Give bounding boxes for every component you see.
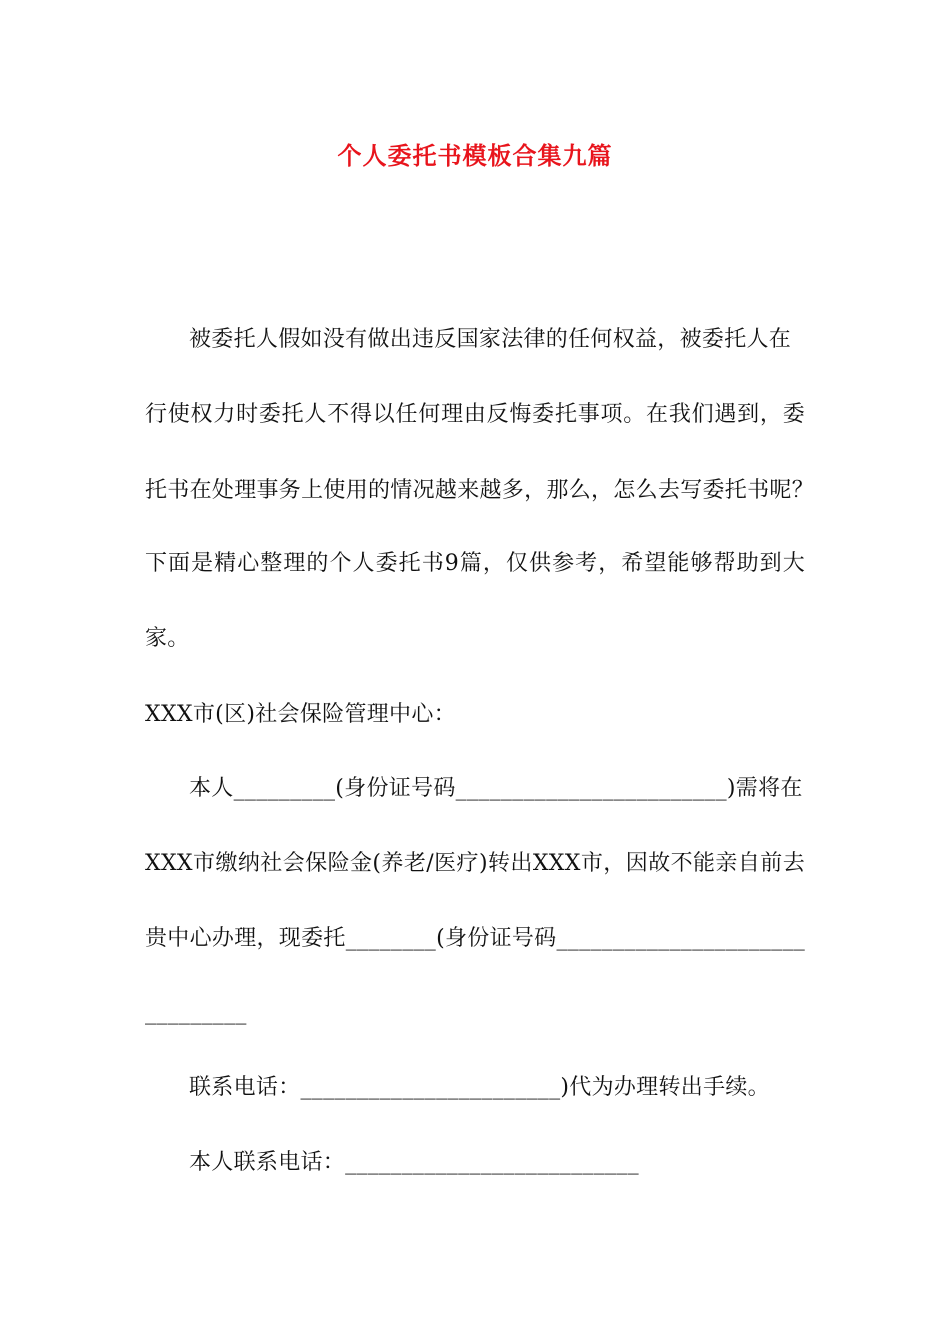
contact-phone-line: 联系电话：_______________________)代为办理转出手续。 xyxy=(189,1075,770,1100)
paragraph-line-5: 家。 xyxy=(145,626,190,651)
paragraph-line-3: 托书在处理事务上使用的情况越来越多，那么，怎么去写委托书呢？ xyxy=(145,478,815,503)
document-title: 个人委托书模板合集九篇 xyxy=(337,142,613,170)
own-phone-line: 本人联系电话：__________________________ xyxy=(189,1150,639,1175)
paragraph-line-1: 被委托人假如没有做出违反国家法律的任何权益，被委托人在 xyxy=(189,327,792,352)
body-line-3: 贵中心办理，现委托________(身份证号码______________________ xyxy=(145,926,806,951)
paragraph-line-2: 行使权力时委托人不得以任何理由反悔委托事项。在我们遇到，委 xyxy=(145,402,805,427)
addressee-line: XXX市(区)社会保险管理中心： xyxy=(145,702,456,727)
body-line-2: XXX市缴纳社会保险金(养老/医疗)转出XXX市，因故不能亲自前去 xyxy=(145,851,805,876)
body-line-1: 本人_________(身份证号码________________________)需将在 xyxy=(189,776,803,801)
paragraph-line-4: 下面是精心整理的个人委托书9篇，仅供参考，希望能够帮助到大 xyxy=(145,551,805,576)
body-line-4: _________ xyxy=(145,1000,247,1025)
